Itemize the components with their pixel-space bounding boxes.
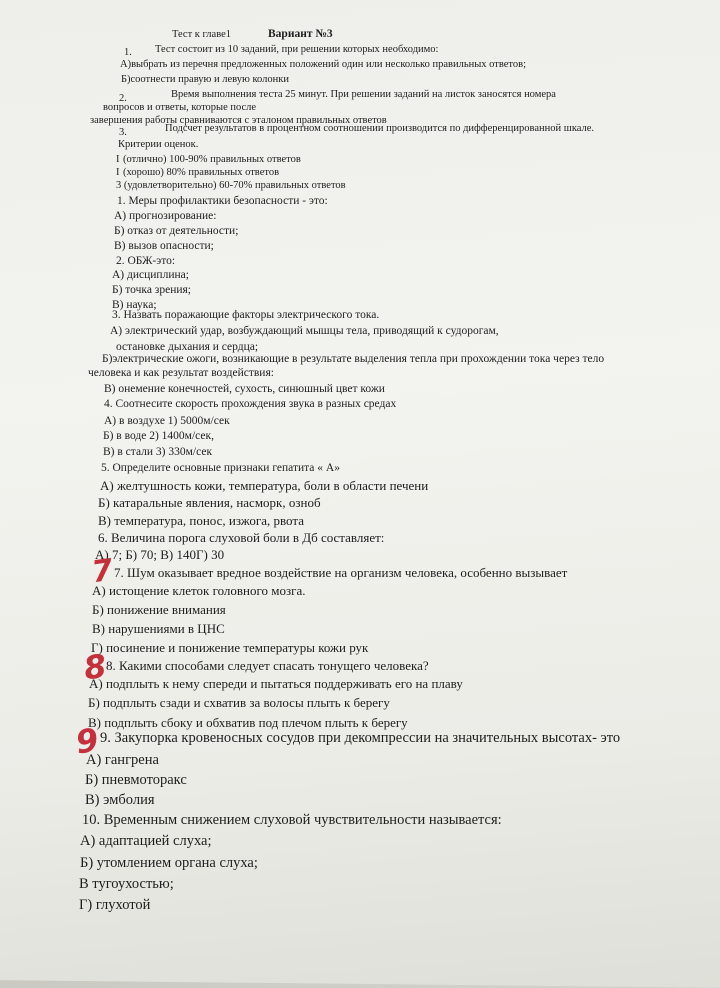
answer: Б) утомлением органа слуха; — [80, 855, 258, 871]
answer: А) электрический удар, возбуждающий мышцы тела, приводящий к судорогам, — [110, 325, 499, 337]
question-8: 8. Какими способами следует спасать тонущего человека? — [106, 658, 429, 673]
answer: А) истощение клеток головного мозга. — [92, 583, 306, 598]
intro-num: 1. — [124, 47, 132, 58]
answer: В тугоухостью; — [79, 876, 174, 892]
intro-num: 2. — [119, 93, 127, 104]
question-10: 10. Временным снижением слуховой чувствительности называется: — [82, 812, 502, 828]
question-1: 1. Меры профилактики безопасности - это: — [117, 195, 328, 207]
answer: А) гангрена — [86, 752, 159, 768]
answer: В) наука; — [112, 299, 157, 311]
question-5: 5. Определите основные признаки гепатита « А» — [101, 462, 340, 474]
grade-mark: I — [116, 154, 120, 165]
intro-line: завершения работы сравниваются с эталоном правильных ответов — [90, 115, 387, 126]
variant-title: Вариант №3 — [268, 28, 333, 40]
handwritten-number: 7 — [89, 552, 116, 591]
intro-line: Б)соотнести правую и левую колонки — [121, 74, 289, 85]
grade-mark: I — [116, 167, 120, 178]
answer: Б) подплыть сзади и схватив за волосы плыть к берегу — [88, 695, 390, 710]
answer: Б) в воде 2) 1400м/сек, — [103, 430, 214, 442]
question-7: 7. Шум оказывает вредное воздействие на организм человека, особенно вызывает — [114, 565, 568, 580]
answer: А) желтушность кожи, температура, боли в области печени — [100, 478, 429, 493]
intro-line: Подсчет результатов в процентном соотношении производится по дифференцированной шкале. — [165, 123, 595, 134]
answer: В) подплыть сбоку и обхватив под плечом плыть к берегу — [88, 715, 408, 730]
answer: человека и как результат воздействия: — [88, 367, 274, 379]
intro-line: Критерии оценок. — [118, 139, 199, 150]
answer: А) 7; Б) 70; В) 140Г) 30 — [95, 547, 225, 562]
intro-line: А)выбрать из перечня предложенных положений один или несколько правильных ответов; — [120, 59, 526, 70]
intro-line: (хорошо) 80% правильных ответов — [123, 167, 280, 178]
intro-line: вопросов и ответы, которые после — [103, 102, 257, 113]
test-title: Тест к главе1 — [172, 29, 232, 40]
answer: Б)электрические ожоги, возникающие в результате выделения тепла при прохождении тока через тело — [102, 353, 605, 365]
answer: Б) точка зрения; — [112, 284, 192, 296]
question-6: 6. Величина порога слуховой боли в Дб составляет: — [98, 530, 385, 545]
intro-line: (отлично) 100-90% правильных ответов — [123, 154, 301, 165]
answer: Г) глухотой — [79, 897, 151, 913]
answer: Б) понижение внимания — [92, 602, 226, 617]
intro-num: 3. — [119, 127, 127, 138]
answer: А) подплыть к нему спереди и пытаться поддерживать его на плаву — [89, 676, 463, 691]
answer: остановке дыхания и сердца; — [116, 341, 259, 353]
handwritten-number: 9 — [73, 720, 101, 762]
answer: В) нарушениями в ЦНС — [92, 621, 225, 636]
answer: А) в воздухе 1) 5000м/сек — [104, 415, 230, 427]
answer: А) дисциплина; — [112, 269, 189, 281]
intro-line: Тест состоит из 10 заданий, при решении которых необходимо: — [155, 44, 439, 55]
answer: А) прогнозирование: — [114, 210, 217, 222]
intro-line: 3 (удовлетворительно) 60-70% правильных ответов — [116, 180, 346, 191]
question-9: 9. Закупорка кровеносных сосудов при декомпрессии на значительных высотах- это — [100, 730, 621, 746]
answer: В) онемение конечностей, сухость, синюшный цвет кожи — [104, 383, 385, 395]
handwritten-number: 8 — [81, 646, 109, 688]
intro-line: Время выполнения теста 25 минут. При решении заданий на листок заносятся номера — [171, 89, 556, 100]
answer: Г) посинение и понижение температуры кожи рук — [91, 640, 369, 655]
answer: В) вызов опасности; — [114, 240, 214, 252]
answer: Б) катаральные явления, насморк, озноб — [98, 495, 321, 510]
question-4: 4. Соотнесите скорость прохождения звука в разных средах — [104, 398, 397, 410]
question-2: 2. ОБЖ-это: — [116, 255, 176, 267]
answer: В) температура, понос, изжога, рвота — [98, 513, 304, 528]
answer: А) адаптацией слуха; — [80, 833, 212, 849]
answer: В) в стали 3) 330м/сек — [103, 446, 213, 458]
answer: Б) отказ от деятельности; — [114, 225, 239, 237]
question-3: 3. Назвать поражающие факторы электрического тока. — [112, 309, 380, 321]
answer: В) эмболия — [85, 792, 155, 808]
answer: Б) пневмоторакс — [85, 772, 187, 788]
